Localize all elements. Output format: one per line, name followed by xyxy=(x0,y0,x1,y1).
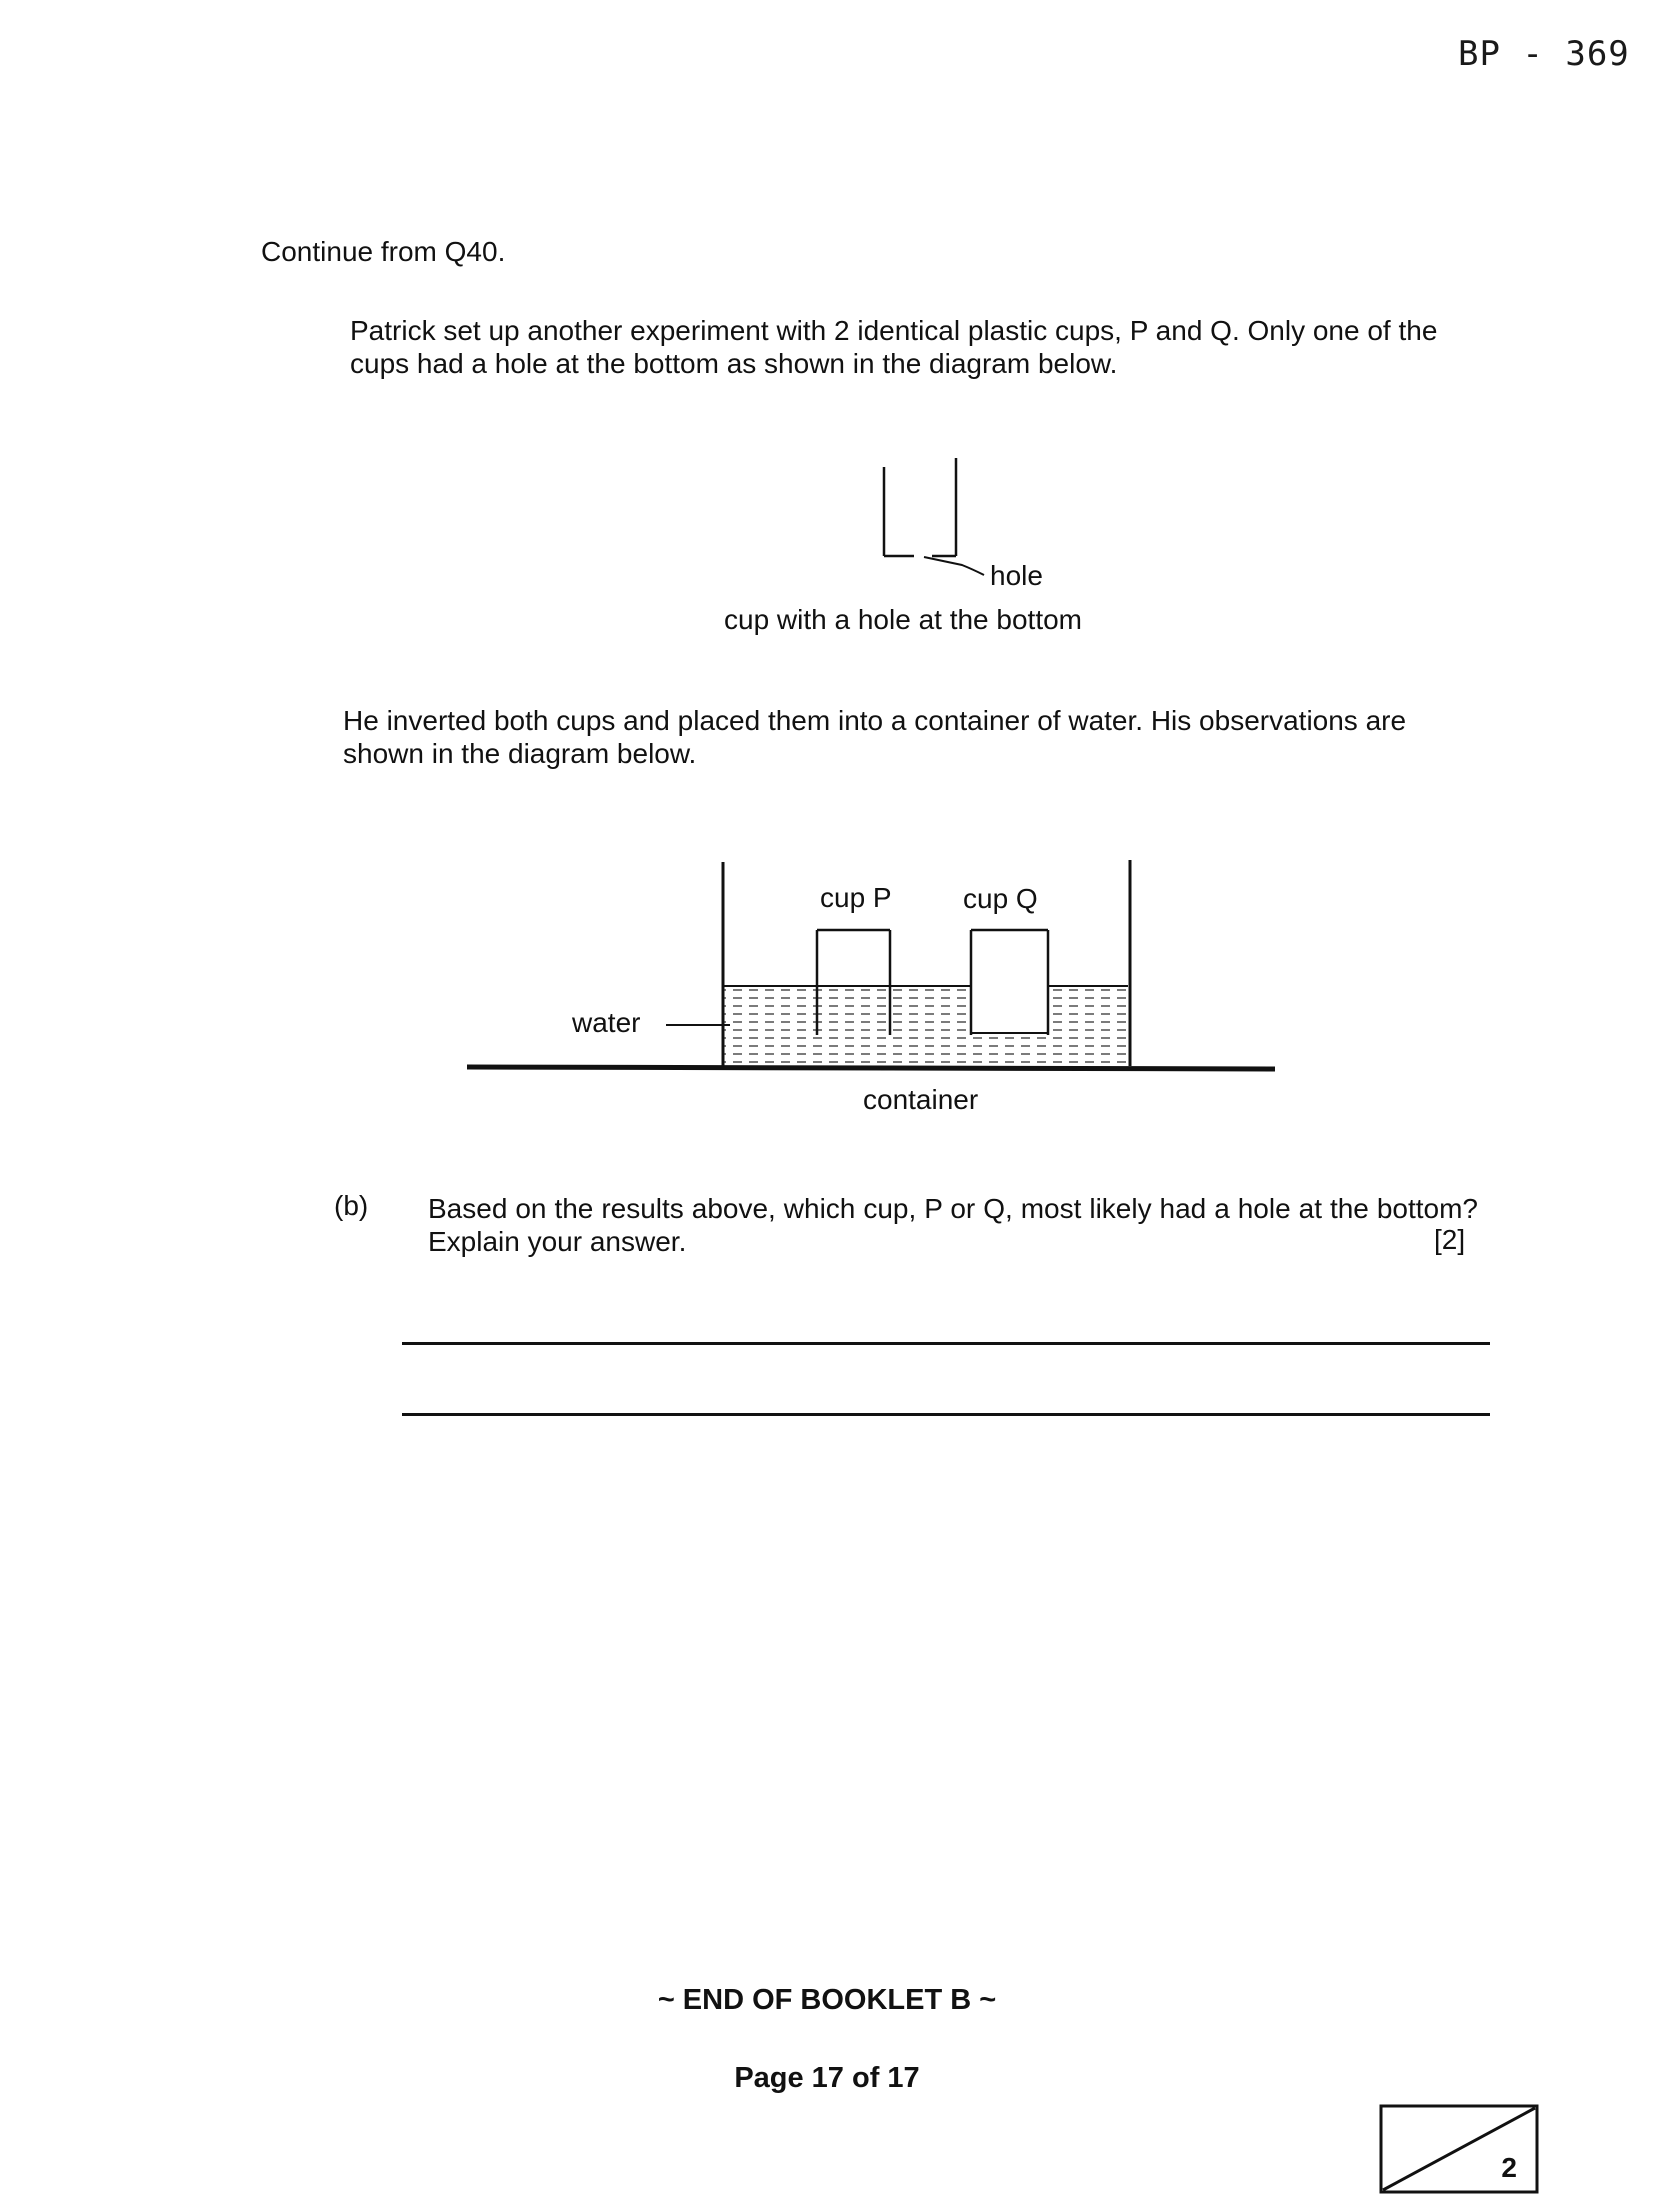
water-region xyxy=(723,986,990,1065)
answer-line-2[interactable] xyxy=(402,1413,1490,1416)
cup-with-hole-svg xyxy=(700,455,1150,655)
answer-line-1[interactable] xyxy=(402,1342,1490,1345)
cup-outline xyxy=(884,458,956,556)
cup-q-label: cup Q xyxy=(963,883,1038,914)
container-label: container xyxy=(863,1084,979,1115)
container-svg xyxy=(460,850,1280,1120)
page-number: Page 17 of 17 xyxy=(734,2062,920,2094)
hole-pointer xyxy=(924,557,984,575)
setup-paragraph: Patrick set up another experiment with 2 identical plastic cups, P and Q. Only one of the cups had a hole at the bottom as shown in the diagram below. xyxy=(350,315,1438,379)
table-surface xyxy=(467,1067,1275,1069)
paper-code: BP - 369 xyxy=(1458,34,1630,74)
question-part-label: (b) xyxy=(334,1190,369,1221)
cup-caption: cup with a hole at the bottom xyxy=(724,604,1082,635)
container-diagram xyxy=(460,850,1280,1120)
question-text: Based on the results above, which cup, P or Q, most likely had a hole at the bottom? Explain your answer. xyxy=(428,1193,1478,1257)
cup-p-label: cup P xyxy=(820,882,892,913)
cup-q-air-space-cover xyxy=(973,932,1046,1032)
hole-label: hole xyxy=(990,560,1043,591)
observation-paragraph: He inverted both cups and placed them into a container of water. His observations are shown in the diagram below. xyxy=(343,705,1407,769)
end-of-booklet-text: ~ END OF BOOKLET B ~ xyxy=(657,1984,997,2016)
question-marks: [2] xyxy=(1434,1224,1466,1255)
score-total: 2 xyxy=(1501,2152,1517,2183)
cup-with-hole-diagram xyxy=(700,455,1150,655)
score-box xyxy=(1379,2104,1539,2194)
continue-note: Continue from Q40. xyxy=(261,236,506,267)
water-label: water xyxy=(572,1007,641,1038)
